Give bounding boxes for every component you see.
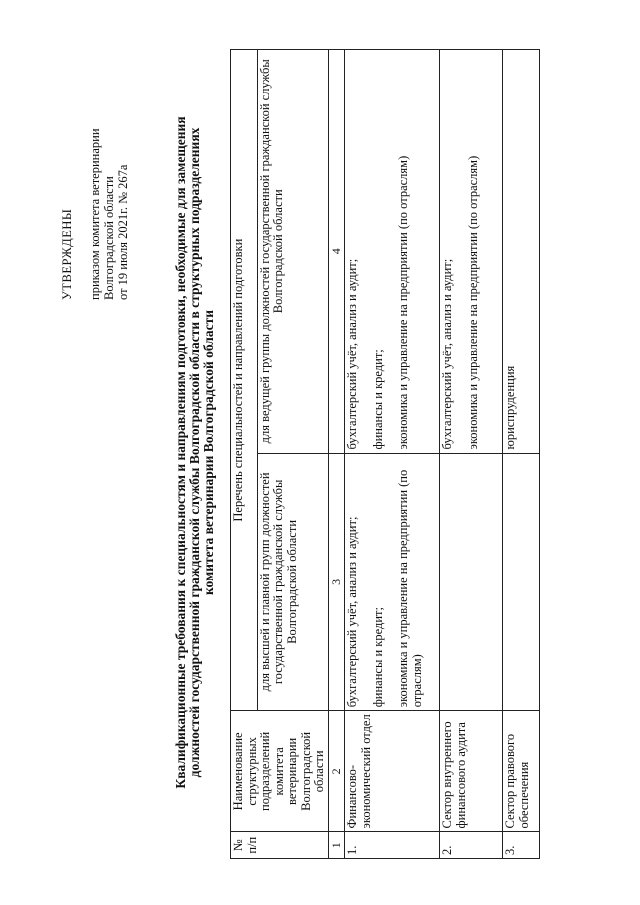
document-sheet [52,30,622,875]
header-number: № п/п [231,832,329,859]
title-line: должностей государственной гражданской службы Волгоградской области в структурных подразделениях [187,127,202,778]
approval-block [60,40,130,300]
column-number-row [328,50,345,859]
row-number: 2. [440,832,503,859]
column-number: 1 [328,832,345,859]
table-header-row [231,50,258,859]
header-department-name: Наименование структурных подразделений комитета ветеринарии Волгоградской области [231,711,329,832]
specialty-item: экономика и управление на предприятии (по отраслям) [396,469,424,708]
document-title [174,30,216,875]
title-line: комитета ветеринарии Волгоградской области [201,309,216,596]
table-row [440,50,503,859]
approval-heading: УТВЕРЖДЕНЫ [60,208,74,300]
specialty-item: бухгалтерский учёт, анализ и аудит; [345,516,359,708]
column-number: 3 [328,453,345,711]
leading-group-specialties [440,50,503,454]
row-number: 3. [503,832,540,859]
table-row [345,50,440,859]
higher-group-specialties [440,453,503,711]
specialty-item: экономика и управление на предприятии (по отраслям) [465,155,480,450]
specialty-item: бухгалтерский учёт, анализ и аудит; [345,258,359,450]
higher-group-specialties [503,453,540,711]
column-number: 4 [328,50,345,454]
department-name: Сектор внутреннего финансового аудита [440,711,503,832]
approval-line: приказом комитета ветеринарии [88,128,102,300]
header-specialties-list: Перечень специальностей и направлений подготовки [231,50,258,711]
requirements-table [230,49,540,859]
approval-line: Волгоградской области [102,176,116,300]
header-leading-group: для ведущей группы должностей государственной гражданской службы Волгоградской области [257,50,328,454]
leading-group-specialties [503,50,540,454]
column-number: 2 [328,711,345,832]
specialty-item: финансы и кредит; [370,607,385,708]
specialty-item: экономика и управление на предприятии (по отраслям) [396,155,410,450]
header-higher-group: для высшей и главной групп должностей государственной гражданской службы Волгоградской области [257,453,328,711]
approval-line: от 19 июля 2021г. № 267а [116,164,130,300]
row-number: 1. [345,832,440,859]
specialty-item: юриспруденция [503,365,517,450]
specialty-item: бухгалтерский учёт, анализ и аудит; [440,258,454,450]
table-row [503,50,540,859]
title-line: Квалификационные требования к специальностям и направлениям подготовки, необходимые для замещения [173,116,188,789]
department-name: Сектор правового обеспечения [503,711,540,832]
specialty-item: финансы и кредит; [370,349,385,450]
leading-group-specialties [345,50,440,454]
higher-group-specialties [345,453,440,711]
department-name: Финансово-экономический отдел [345,711,440,832]
